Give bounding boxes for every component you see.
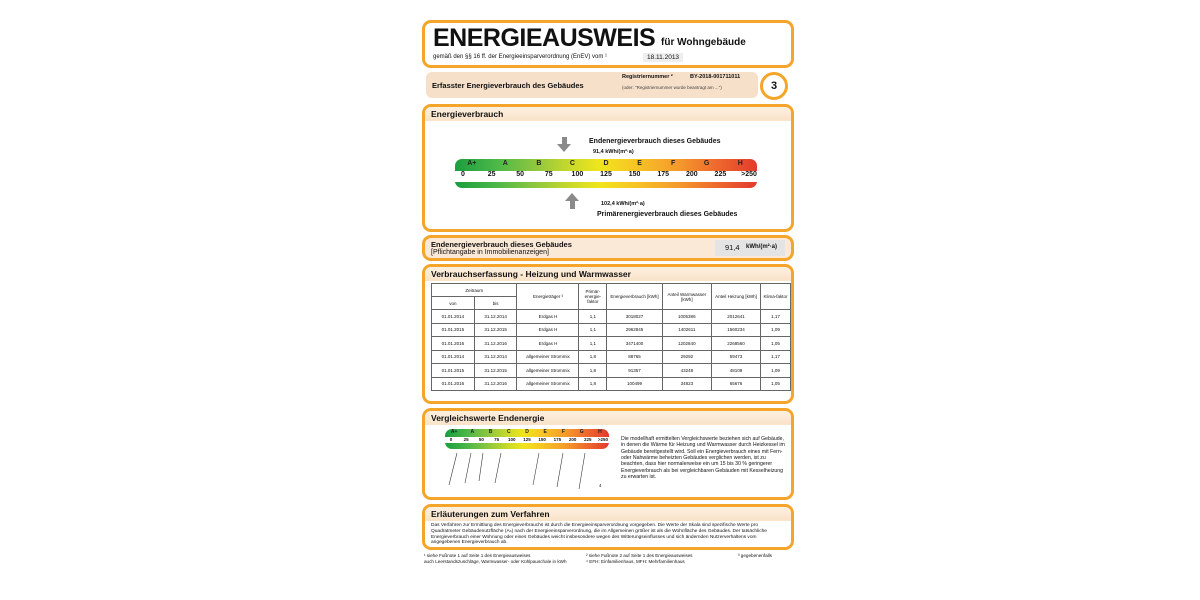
table-cell: 1,1 <box>579 323 607 337</box>
energy-tick-7: 175 <box>657 171 670 178</box>
table-cell: 1005386 <box>662 310 711 324</box>
col-consumption: Energieverbrauch [kWh] <box>607 284 663 310</box>
table-cell: 31.12.2016 <box>474 337 517 351</box>
energy-certificate-page <box>420 14 800 586</box>
energy-tick-9: 225 <box>714 171 727 178</box>
table-cell: 1,1 <box>579 337 607 351</box>
col-factor: Primär-energie-faktor <box>579 284 607 310</box>
explanation-box <box>422 504 794 550</box>
end-energy-box-value: 91,4 <box>725 243 740 252</box>
energy-class-0: A+ <box>467 160 477 167</box>
end-energy-label: Endenergieverbrauch dieses Gebäudes <box>589 138 721 145</box>
col-carrier: Energieträger ³ <box>517 284 579 310</box>
primary-energy-label: Primärenergieverbrauch dieses Gebäudes <box>597 211 738 218</box>
col-heating: Anteil Heizung [kWh] <box>711 284 760 310</box>
register-band <box>426 72 758 98</box>
table-row <box>432 350 791 364</box>
primary-energy-value: 102,4 kWh/(m²·a) <box>601 201 645 207</box>
energy-class-6: F <box>670 160 676 167</box>
end-energy-box-sub: [Pflichtangabe in Immobilienanzeigen] <box>431 249 549 256</box>
primary-arrow-stem <box>570 200 575 209</box>
energy-tick-6: 150 <box>628 171 641 178</box>
col-climate: Klima-faktor <box>761 284 791 310</box>
table-cell: 1,1 <box>579 310 607 324</box>
document-title: ENERGIEAUSWEIS <box>433 24 656 52</box>
energy-tick-1: 25 <box>487 171 496 178</box>
footnote-1: ¹ siehe Fußnote 1 auf Seite 1 des Energieausweises <box>424 553 531 558</box>
energy-class-4: D <box>603 160 609 167</box>
compare-class-4: D <box>525 429 529 435</box>
footnote-3: ³ gegebenenfalls <box>738 553 772 558</box>
table-cell: 100499 <box>607 377 663 391</box>
law-date: 18.11.2013 <box>643 53 683 62</box>
table-row <box>432 310 791 324</box>
table-cell: 01.01.2016 <box>432 337 475 351</box>
page-number-badge: 3 <box>760 72 788 100</box>
table-cell: 1,17 <box>761 350 791 364</box>
table-cell: 31.12.2015 <box>474 323 517 337</box>
table-cell: 1,05 <box>761 337 791 351</box>
table-cell: 48109 <box>711 364 760 378</box>
table-cell: 1,8 <box>579 364 607 378</box>
energy-class-2: B <box>536 160 542 167</box>
compare-tick-4: 100 <box>508 437 516 442</box>
table-cell: 2962845 <box>607 323 663 337</box>
table-cell: allgemeiner Strommix <box>517 364 579 378</box>
compare-class-5: E <box>543 429 547 435</box>
compare-class-8: H <box>598 429 602 435</box>
table-cell: 88765 <box>607 350 663 364</box>
consumption-title: Verbrauchserfassung - Heizung und Warmwasser <box>425 267 791 281</box>
table-cell: 34823 <box>662 377 711 391</box>
energy-class-8: H <box>737 160 743 167</box>
comparison-box <box>422 408 794 500</box>
table-cell: 31.12.2015 <box>474 364 517 378</box>
table-cell: 3471400 <box>607 337 663 351</box>
register-label: Registriernummer ² <box>622 74 673 80</box>
compare-tick-6: 150 <box>538 437 546 442</box>
comparison-text: Die modellhaft ermittelten Vergleichswerte beziehen sich auf Gebäude, in denen die Wärme für Heizung und Warmwasser durch Heizkessel im Gebäude bereitgestellt wird. Soll ein Energieverbrauch eines mit Fern- oder Nahwärme beheizten Gebäudes verglichen werden, ist zu beachten, dass hier normalerweise ein um 15 bis 30 % geringerer Energieverbrauch als bei vergleichbaren Gebäuden mit Kesselheizung zu erwarten ist. <box>621 436 785 481</box>
table-cell: 31.12.2014 <box>474 310 517 324</box>
compare-class-0: A+ <box>450 429 458 435</box>
compare-tick-3: 75 <box>494 437 500 442</box>
footnote-2: ² siehe Fußnote 2 auf Seite 1 des Energieausweises <box>586 553 693 558</box>
table-cell: 65676 <box>711 377 760 391</box>
law-reference: gemäß den §§ 16 ff. der Energieeinsparverordnung (EnEV) vom ¹ <box>433 54 607 60</box>
footnote-1b: auch Leerstandszuschläge, Warmwasser- oder Kühlpauschale in kWh <box>424 559 567 564</box>
document-subtitle: für Wohngebäude <box>661 37 746 48</box>
compare-tick-5: 125 <box>523 437 531 442</box>
table-cell: 1,8 <box>579 350 607 364</box>
table-cell: 01.01.2014 <box>432 350 475 364</box>
table-cell: 1560234 <box>711 323 760 337</box>
consumption-table <box>431 283 791 391</box>
col-from: von <box>432 297 475 310</box>
energy-tick-4: 100 <box>571 171 584 178</box>
register-note: (oder: "Registriernummer wurde beantragt am ...") <box>622 85 722 90</box>
table-cell: allgemeiner Strommix <box>517 377 579 391</box>
table-cell: Erdgas H <box>517 323 579 337</box>
footnote-4: ⁴ EFH: Einfamilienhaus, MFH: Mehrfamilienhaus <box>586 559 685 564</box>
compare-class-7: G <box>579 429 584 435</box>
compare-tick-10: >250 <box>597 437 609 442</box>
col-period: Zeitraum <box>432 284 517 297</box>
table-cell: 43248 <box>662 364 711 378</box>
comparison-footnote-mark: 4 <box>599 483 602 488</box>
table-cell: 1402611 <box>662 323 711 337</box>
table-cell: 91357 <box>607 364 663 378</box>
table-cell: 1,09 <box>761 323 791 337</box>
compare-class-2: B <box>488 429 493 435</box>
end-energy-box <box>422 235 794 261</box>
compare-tick-8: 200 <box>568 437 577 442</box>
energy-section-title: Energieverbrauch <box>425 107 791 121</box>
table-cell: 1,17 <box>761 310 791 324</box>
col-to: bis <box>474 297 517 310</box>
compare-class-1: A <box>470 429 475 435</box>
energy-tick-8: 200 <box>685 171 698 178</box>
table-cell: Erdgas H <box>517 337 579 351</box>
table-cell: 1,05 <box>761 377 791 391</box>
table-cell: 01.01.2014 <box>432 310 475 324</box>
compare-tick-7: 175 <box>553 437 562 442</box>
table-row <box>432 364 791 378</box>
register-section-title: Erfasster Energieverbrauch des Gebäudes <box>432 81 584 90</box>
table-cell: 01.01.2015 <box>432 323 475 337</box>
table-row <box>432 323 791 337</box>
table-cell: 59473 <box>711 350 760 364</box>
table-cell: 29292 <box>662 350 711 364</box>
table-row <box>432 377 791 391</box>
table-cell: Erdgas H <box>517 310 579 324</box>
table-cell: 31.12.2016 <box>474 377 517 391</box>
energy-class-7: G <box>703 160 710 167</box>
header-box <box>422 20 794 68</box>
end-energy-box-title: Endenergieverbrauch dieses Gebäudes <box>431 240 572 249</box>
compare-class-3: C <box>506 429 511 435</box>
compare-tick-1: 25 <box>463 437 469 442</box>
energy-tick-3: 75 <box>544 171 553 178</box>
table-row <box>432 337 791 351</box>
energy-class-3: C <box>569 160 575 167</box>
energy-tick-0: 0 <box>461 171 465 178</box>
comparison-marker-lines <box>443 451 613 491</box>
col-water: Anteil Warmwasser [kWh] <box>662 284 711 310</box>
table-cell: allgemeiner Strommix <box>517 350 579 364</box>
table-cell: 1,8 <box>579 377 607 391</box>
energy-class-5: E <box>637 160 642 167</box>
compare-tick-0: 0 <box>449 437 453 442</box>
table-cell: 01.01.2016 <box>432 377 475 391</box>
table-cell: 3018027 <box>607 310 663 324</box>
comparison-title: Vergleichswerte Endenergie <box>425 411 791 425</box>
compare-tick-2: 50 <box>478 437 484 442</box>
end-energy-box-unit: kWh/(m²·a) <box>746 244 777 250</box>
table-cell: 2012641 <box>711 310 760 324</box>
compare-tick-9: 225 <box>584 437 592 442</box>
energy-tick-10: >250 <box>741 171 757 178</box>
energy-tick-5: 125 <box>600 171 612 178</box>
register-number: BY-2018-001711011 <box>690 74 741 80</box>
end-arrow-down-icon <box>557 144 571 152</box>
consumption-box <box>422 264 794 404</box>
energy-consumption-box <box>422 104 794 232</box>
explanation-text: Das Verfahren zur Ermittlung des Energieverbrauchs ist durch die Energieeinsparverordnung vorgegeben. Die Werte der Skala sind spezifische Werte pro Quadratmeter Gebäudenutzfläche (Aₙ) nach der Energieeinsparverordnung, die im Allgemeinen größer ist als die Wohnfläche des Gebäudes. Der tatsächliche Energieverbrauch einer Wohnung oder eines Gebäudes weicht insbesondere wegen des Witterungseinflusses und sich ändernden Nutzerverhaltens vom angegebenen Energieverbrauch ab. <box>431 523 767 546</box>
table-cell: 31.12.2014 <box>474 350 517 364</box>
table-cell: 2268560 <box>711 337 760 351</box>
table-cell: 1,09 <box>761 364 791 378</box>
energy-tick-2: 50 <box>516 171 525 178</box>
energy-class-1: A <box>502 160 508 167</box>
compare-class-6: F <box>561 429 565 435</box>
end-energy-value: 91,4 kWh/(m²·a) <box>593 149 634 155</box>
table-cell: 01.01.2015 <box>432 364 475 378</box>
table-cell: 1202840 <box>662 337 711 351</box>
explanation-title: Erläuterungen zum Verfahren <box>425 507 791 521</box>
